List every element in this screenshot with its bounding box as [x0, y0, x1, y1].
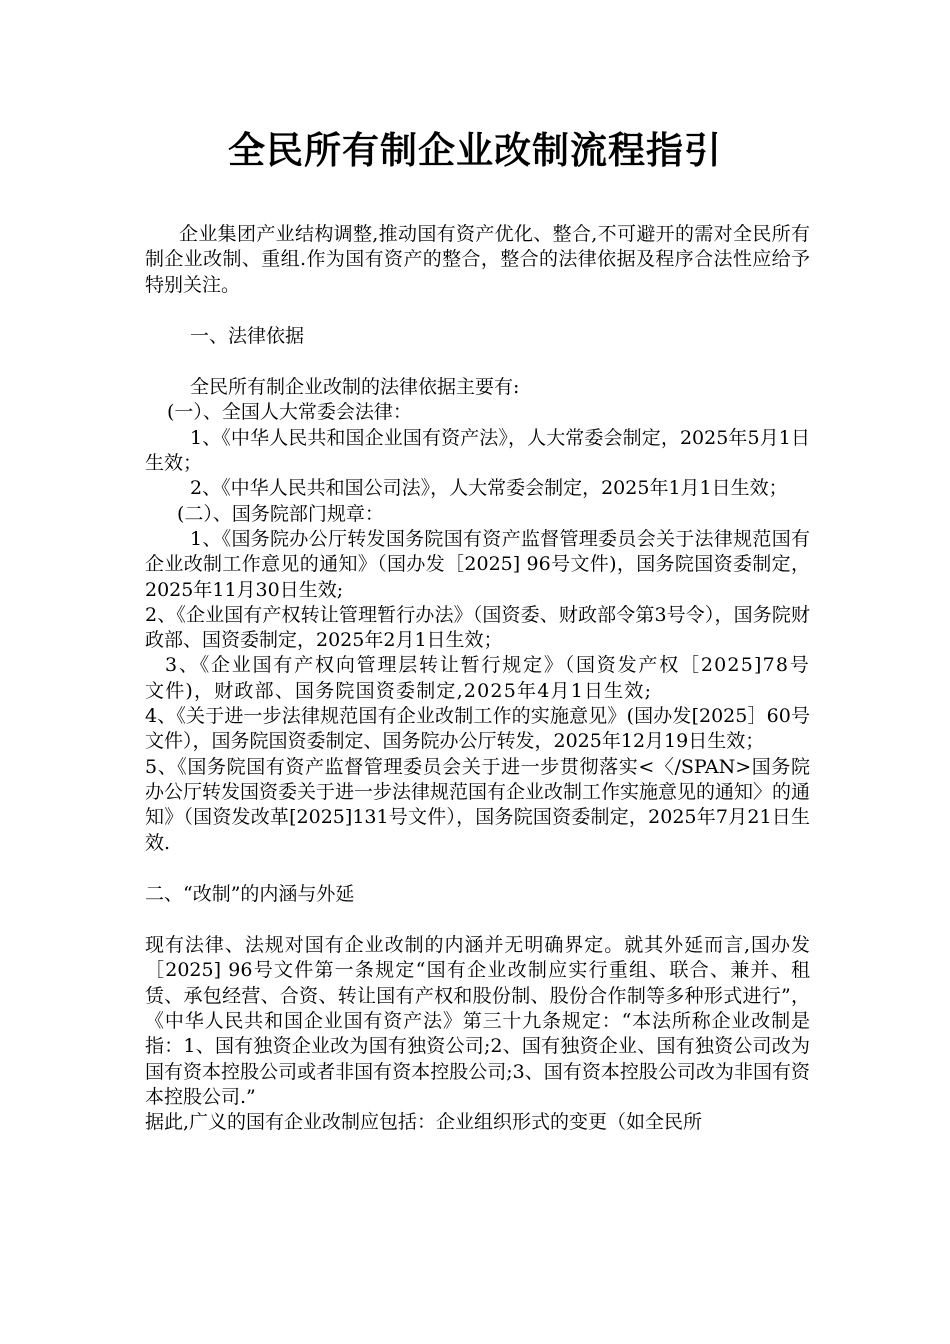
section-heading-restructuring-scope: 二、“改制”的内涵与外延 [145, 882, 355, 905]
section-heading-legal-basis: 一、法律依据 [190, 324, 305, 347]
rule-item-3: 3、《企业国有产权向管理层转让暂行规定》（国资发产权［2025]78号文件)，财政部、国务院国资委制定,2025年4月1日生效; [145, 654, 810, 702]
law-item-2: 2、《中华人民共和国公司法》，人大常委会制定，2025年1月1日生效； [190, 477, 788, 500]
subheading-npc-laws: (一）、全国人大常委会法律： [167, 401, 412, 424]
rule-item-1: 1、《国务院办公厅转发国务院国有资产监督管理委员会关于法律规范国有企业改制工作意见的通知》（国办发［2025] 96号文件)，国务院国资委制定，2025年11月30日生效; [145, 527, 810, 601]
paragraph-spacer [145, 349, 810, 375]
document-title: 全民所有制企业改制流程指引 [228, 129, 722, 172]
paragraph-spacer [145, 298, 810, 324]
rule-item-5: 5、《国务院国有资产监督管理委员会关于进一步贯彻落实<〈/SPAN>国务院办公厅转发国资委关于进一步法律规范国有企业改制工作实施意见的通知〉的通知》（国资发改革[2025]131号文件），国务院国资委制定，2025年7月21日生效. [145, 755, 811, 854]
rule-item-4: 4、《关于进一步法律规范国有企业改制工作的实施意见》(国办发[2025］60号文件），国务院国资委制定、国务院办公厅转发，2025年12月19日生效； [145, 705, 810, 753]
subheading-state-council-rules: (二）、国务院部门规章： [177, 502, 384, 525]
law-item-1: 1、《中华人民共和国企业国有资产法》，人大常委会制定，2025年5月1日生效； [145, 426, 810, 475]
paragraph-spacer [145, 856, 810, 882]
legal-basis-intro: 全民所有制企业改制的法律依据主要有: [190, 376, 520, 399]
document-body [145, 222, 810, 1136]
paragraph-spacer [145, 907, 810, 933]
rule-item-2: 2、《企业国有产权转让管理暂行办法》（国资委、财政部令第3号令），国务院财政部、国资委制定，2025年2月1日生效； [145, 603, 810, 652]
restructuring-definition-paragraph: 现有法律、法规对国有企业改制的内涵并无明确界定。就其外延而言,国办发［2025] 96号文件第一条规定“国有企业改制应实行重组、联合、兼并、租赁、承包经营、合资、转让国有产权和股份制、股份合作制等多种形式进行”，《中华人民共和国企业国有资产法》第三十九条规定：“本法所称企业改制是指：1、国有独资企业改为国有独资公司;2、国有独资企业、国有独资公司改为国有资本控股公司或者非国有资本控股公司;3、国有资本控股公司改为非国有资本控股公司.” [145, 934, 810, 1108]
restructuring-conclusion-paragraph: 据此,广义的国有企业改制应包括：企业组织形式的变更（如全民所 [145, 1111, 703, 1134]
intro-paragraph: 企业集团产业结构调整,推动国有资产优化、整合,不可避开的需对全民所有制企业改制、重组.作为国有资产的整合，整合的法律依据及程序合法性应给予特别关注。 [145, 223, 810, 296]
